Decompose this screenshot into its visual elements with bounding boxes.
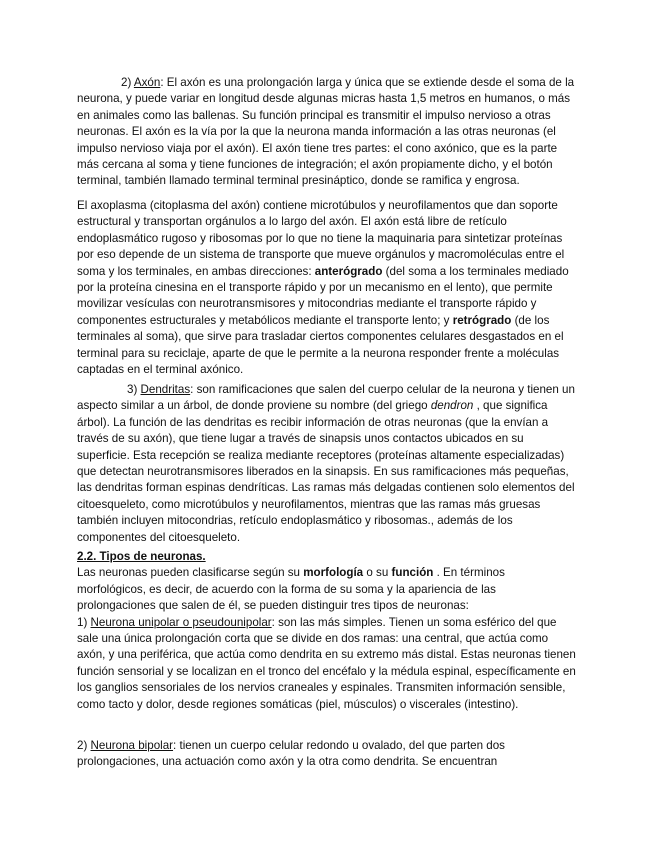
unipolar-text: : son las más simples. Tienen un soma esférico del que sale una única prolongación corta que se divide en dos ramas: una central, que actúa como axón, y una periférica, que actúa como dendrita en su extremo más distal. Estas neuronas tienen función sensorial y se localizan en el tronco del encéfalo y la médula espinal, específicamente en los ganglios sensoriales de los nervios craneales y espinales. Transmiten información sensible, como tacto y dolor, desde regiones somáticas (piel, músculos) o viscerales (intestino). xyxy=(77,615,576,711)
anterograde-term: anterógrado xyxy=(314,264,383,278)
bipolar-term: Neurona bipolar xyxy=(90,739,174,752)
types-text-1: Las neuronas pueden clasificarse según su xyxy=(77,566,304,580)
greek-word: dendron xyxy=(430,399,474,413)
dendrites-text-2: , que significa árbol). La función de las dendritas es recibir información de otras neuronas (que la envían a través de su axón), que tiene lugar a través de sinapsis unos contactos ubicados en su superficie. Esta recepción se realiza mediante receptores (proteínas altamente especializadas) que detectan neurotransmisores liberados en la sinapsis. En sus ramificaciones más pequeñas, las dendritas forman espinas dendríticas. Las ramas más delgadas contienen solo elementos del citoesqueleto, como microtúbulos y neurofilamentos, mientras que las ramas más gruesas también incluyen mitocondrias, retículo endoplasmático y ribosomas., además de los componentes del citoesqueleto. xyxy=(77,399,575,544)
bipolar-text: : tienen un cuerpo celular redondo u ovalado, del que parten dos prolongaciones, una actuación como axón y la otra como dendrita. Se encuentran xyxy=(77,739,505,769)
bipolar-number: 2) xyxy=(77,739,91,752)
function-term: función xyxy=(391,566,434,580)
unipolar-number: 1) xyxy=(77,615,91,629)
dendrites-text-1: : son ramificaciones que salen del cuerpo celular de la neurona y tienen un aspecto similar a un árbol, de donde proviene su nombre (del griego xyxy=(77,383,575,413)
axoplasm-paragraph xyxy=(77,198,577,378)
bipolar-paragraph xyxy=(77,738,577,771)
axon-text: : El axón es una prolongación larga y única que se extiende desde el soma de la neurona, y puede variar en longitud desde algunas micras hasta 1,5 metros en humanos, o más en animales como las ballenas. Su función principal es transmitir el impulso nervioso a otras neuronas. El axón es la vía por la que la neurona manda información a las otras neuronas (el impulso nervioso viaja por el axón). El axón tiene tres partes: el cono axónico, que es la parte más cercana al soma y tiene funciones de integración; el axón propiamente dicho, y el botón terminal, también llamado terminal terminal presináptico, donde se ramifica y engrosa. xyxy=(77,76,575,188)
morphology-term: morfología xyxy=(303,566,364,580)
section-heading: 2.2. Tipos de neuronas. xyxy=(77,550,206,563)
axoplasm-text-2: (del soma a los terminales mediado por la proteína cinesina en el transporte rápido y por un mecanismo en el lento), que permite movilizar vesículas con neurotransmisores y mitocondrias mediante el transporte rápido y componentes estructurales y metabólicos mediante el transporte lento; y xyxy=(77,264,569,327)
dendrites-paragraph xyxy=(77,382,577,546)
axoplasm-text-3: (de los terminales al soma), que sirve para trasladar ciertos componentes celulares desgastados en el terminal para su reciclaje, aparte de que le permite a la neurona responder frente a moléculas captadas en el terminal axónico. xyxy=(77,313,564,377)
unipolar-term: Neurona unipolar o pseudounipolar xyxy=(90,615,272,629)
types-text-2: o su xyxy=(363,566,392,580)
dendrites-term: Dendritas xyxy=(140,383,191,396)
axon-term: Axón xyxy=(133,76,161,89)
axon-paragraph xyxy=(77,75,577,190)
types-text-3: . En términos morfológicos, es decir, de acuerdo con la forma de su soma y la apariencia de las prolongaciones que salen de él, se pueden distinguir tres tipos de neuronas: xyxy=(77,566,505,613)
retrograde-term: retrógrado xyxy=(452,313,512,327)
types-section xyxy=(77,549,577,713)
axon-number: 2) xyxy=(121,76,134,89)
axoplasm-text-1: El axoplasma (citoplasma del axón) contiene microtúbulos y neurofilamentos que dan soporte estructural y transportan orgánulos a lo largo del axón. El axón está libre de retículo endoplasmático rugoso y ribosomas por lo que no tiene la maquinaria para sintetizar proteínas por eso depende de un sistema de transporte que mueve orgánulos y macromoléculas entre el soma y los terminales, en ambas direcciones: xyxy=(77,199,565,278)
dendrites-number: 3) xyxy=(127,383,141,396)
